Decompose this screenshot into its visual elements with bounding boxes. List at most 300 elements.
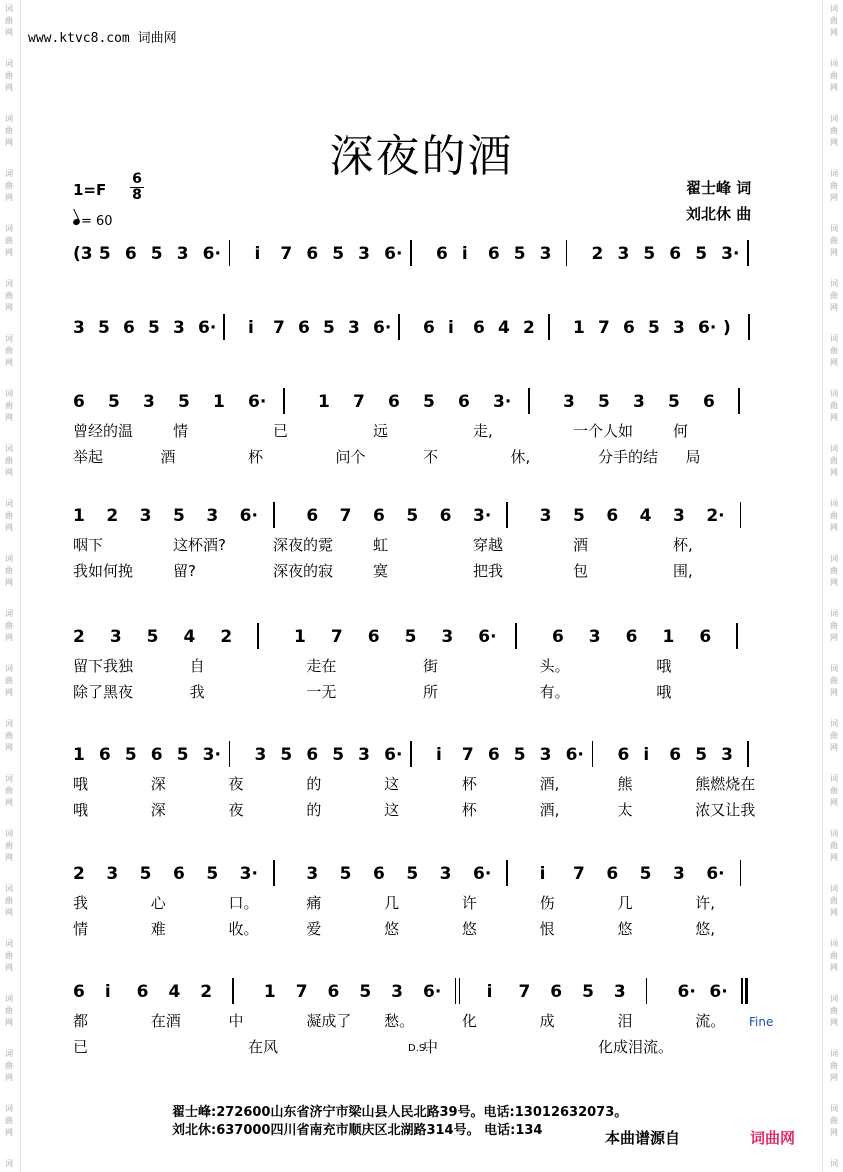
- watermark-char: 网: [5, 1128, 13, 1137]
- note: 1: [662, 627, 675, 647]
- note: 5: [139, 864, 152, 884]
- note: 5: [150, 244, 163, 264]
- lyric: 夜: [228, 775, 244, 793]
- lyric: 自: [189, 657, 205, 675]
- note: i: [539, 864, 546, 884]
- lyric: 深: [150, 775, 166, 793]
- note: 3: [143, 392, 155, 412]
- watermark-char: 网: [5, 798, 13, 807]
- note: 2: [106, 506, 119, 526]
- brand-link[interactable]: 词曲网: [750, 1129, 796, 1147]
- watermark-char: 网: [830, 1128, 838, 1137]
- note: 5: [332, 745, 345, 765]
- watermark-char: 曲: [830, 566, 838, 575]
- note: 5: [406, 864, 419, 884]
- site-header[interactable]: www.ktvc8.com 词曲网: [28, 31, 177, 46]
- watermark-char: 网: [5, 358, 13, 367]
- note: 6·: [384, 745, 403, 765]
- note: 6·: [373, 318, 392, 338]
- watermark-char: 曲: [830, 236, 838, 245]
- note: 2: [220, 627, 233, 647]
- lyric: 熊: [617, 775, 633, 793]
- lyric: 杯: [248, 448, 264, 466]
- watermark-char: 词: [830, 884, 838, 893]
- watermark-char: 词: [830, 114, 838, 123]
- note: 6: [669, 745, 682, 765]
- note: 6·: [384, 244, 403, 264]
- watermark-char: 词: [830, 829, 838, 838]
- bar-line: [257, 623, 259, 649]
- note: 7: [295, 982, 308, 1002]
- note: 3: [721, 745, 733, 765]
- watermark-char: 网: [830, 908, 838, 917]
- note: 3: [139, 506, 152, 526]
- note: 3: [348, 318, 360, 338]
- watermark-char: 网: [830, 963, 838, 972]
- watermark-char: 曲: [830, 786, 838, 795]
- watermark-char: 词: [830, 444, 838, 453]
- watermark-char: 词: [830, 169, 838, 178]
- note: 6: [551, 627, 564, 647]
- lyric: 都: [73, 1012, 89, 1030]
- lyric: 已: [273, 422, 289, 440]
- watermark-char: 词: [830, 4, 838, 13]
- note: 6·: [478, 627, 497, 647]
- note: ): [723, 318, 731, 338]
- watermark-char: 词: [830, 609, 838, 618]
- note: 5: [643, 244, 656, 264]
- lyric: 问个: [335, 448, 366, 466]
- watermark-char: 词: [5, 59, 13, 68]
- watermark-char: 曲: [5, 566, 13, 575]
- watermark-char: 曲: [5, 401, 13, 410]
- note: 7: [353, 392, 365, 412]
- note: 6: [124, 244, 137, 264]
- fine-mark: Fine: [749, 1015, 774, 1029]
- lyric: 虹: [373, 536, 389, 554]
- quarter-note-icon: [72, 218, 81, 226]
- watermark-char: 词: [5, 1104, 13, 1113]
- bar-line: [273, 502, 275, 528]
- note: 1: [213, 392, 225, 412]
- watermark-char: 网: [830, 248, 838, 257]
- lyric: 中: [423, 1038, 439, 1056]
- lyric: 把我: [473, 562, 504, 580]
- lyric: 咽下: [73, 536, 104, 554]
- lyric: 除了黑夜: [73, 683, 134, 701]
- bar-line: [515, 623, 517, 649]
- note: i: [248, 318, 254, 338]
- watermark-char: 词: [5, 554, 13, 563]
- note: 6·: [248, 392, 267, 412]
- lyric: 浓又让我: [695, 801, 756, 819]
- lyric: 局: [685, 448, 701, 466]
- watermark-char: 网: [830, 1073, 838, 1082]
- watermark-char: 曲: [5, 291, 13, 300]
- note: 5: [668, 392, 680, 412]
- note: 6: [136, 982, 149, 1002]
- lyric: 举起: [73, 448, 104, 466]
- note: 6: [327, 982, 340, 1002]
- note: (3: [73, 244, 93, 264]
- lyric: 口。: [228, 894, 259, 912]
- note: 5: [639, 864, 652, 884]
- bar-line: [528, 388, 530, 414]
- watermark-char: 词: [830, 1159, 838, 1168]
- lyric: 深夜的寂: [273, 562, 334, 580]
- lyric: 夜: [228, 801, 244, 819]
- note: 3: [73, 318, 85, 338]
- watermark-char: 曲: [830, 401, 838, 410]
- bar-line: [548, 314, 550, 340]
- note: 5: [146, 627, 159, 647]
- note: 3: [358, 244, 371, 264]
- lyric: 太: [617, 801, 633, 819]
- watermark-char: 曲: [830, 16, 838, 25]
- note: 6: [623, 318, 635, 338]
- lyric: 收。: [228, 920, 259, 938]
- note: 3: [106, 864, 119, 884]
- lyric: 在酒: [150, 1012, 181, 1030]
- note: 5: [148, 318, 160, 338]
- bar-line: [410, 240, 412, 266]
- note: 6: [550, 982, 563, 1002]
- note: 6: [123, 318, 135, 338]
- lyric: 几: [384, 894, 400, 912]
- note: 4: [498, 318, 510, 338]
- watermark-char: 词: [5, 444, 13, 453]
- note: 2: [523, 318, 535, 338]
- watermark-char: 曲: [5, 236, 13, 245]
- lyric: 走,: [473, 422, 493, 440]
- watermark-char: 曲: [830, 731, 838, 740]
- lyric: 愁。: [384, 1012, 415, 1030]
- watermark-char: 词: [830, 389, 838, 398]
- note: 5: [695, 244, 708, 264]
- note: 3: [176, 244, 189, 264]
- lyric: 酒,: [539, 775, 560, 793]
- lyric: 中: [228, 1012, 244, 1030]
- watermark-char: 词: [830, 774, 838, 783]
- watermark-char: 词: [830, 719, 838, 728]
- lyric: 这: [384, 801, 400, 819]
- note: 3·: [202, 745, 221, 765]
- watermark-char: 曲: [830, 291, 838, 300]
- lyric: 情: [173, 422, 189, 440]
- note: 6: [617, 745, 630, 765]
- note: 6: [306, 745, 319, 765]
- lyricist-credit: 翟士峰 词: [686, 179, 752, 197]
- watermark-char: 网: [5, 303, 13, 312]
- time-signature-bottom: 8: [132, 187, 142, 203]
- note: 6: [699, 627, 712, 647]
- lyric: 酒: [573, 536, 589, 554]
- lyric: 哦: [73, 775, 89, 793]
- watermark-char: 词: [5, 4, 13, 13]
- watermark-char: 曲: [5, 951, 13, 960]
- bar-line: [566, 240, 568, 266]
- note: 4: [183, 627, 196, 647]
- watermark-char: 曲: [830, 951, 838, 960]
- lyric: 难: [150, 920, 166, 938]
- watermark-char: 曲: [830, 126, 838, 135]
- lyric: 哦: [656, 683, 672, 701]
- watermark-char: 曲: [830, 456, 838, 465]
- lyric: 曾经的温: [73, 422, 134, 440]
- bar-line: [273, 860, 275, 886]
- note: 7: [330, 627, 343, 647]
- note: 6: [373, 506, 385, 526]
- key-signature: 1=F: [73, 181, 107, 199]
- lyric: 杯: [461, 775, 477, 793]
- watermark-char: 词: [5, 389, 13, 398]
- watermark-char: 网: [5, 908, 13, 917]
- watermark-char: 网: [830, 303, 838, 312]
- bar-line: [592, 741, 594, 767]
- lyric: 深夜的霓: [273, 536, 334, 554]
- lyric: 许,: [695, 894, 715, 912]
- note: 3·: [473, 506, 492, 526]
- watermark-char: 网: [5, 468, 13, 477]
- note: 5: [513, 745, 526, 765]
- watermark-char: 词: [5, 884, 13, 893]
- note: i: [643, 745, 650, 765]
- note: 7: [280, 244, 293, 264]
- bar-line: [459, 978, 461, 1004]
- lyric: 哦: [656, 657, 672, 675]
- note: 7: [339, 506, 352, 526]
- watermark-char: 词: [5, 1159, 13, 1168]
- note: 4: [168, 982, 181, 1002]
- lyric: 一个人如: [573, 422, 634, 440]
- note: 6: [388, 392, 400, 412]
- note: 3: [391, 982, 404, 1002]
- time-signature-top: 6: [132, 171, 142, 187]
- watermark-char: 曲: [5, 676, 13, 685]
- watermark-char: 网: [5, 633, 13, 642]
- lyric: 酒: [160, 448, 176, 466]
- watermark-char: 词: [5, 609, 13, 618]
- note: 5: [323, 318, 335, 338]
- lyric: 不: [423, 448, 439, 466]
- note: 3·: [239, 864, 258, 884]
- lyric: 所: [423, 683, 439, 701]
- note: 1: [263, 982, 276, 1002]
- note: 7: [461, 745, 474, 765]
- lyric: 头。: [539, 657, 570, 675]
- watermark-char: 曲: [5, 346, 13, 355]
- watermark-char: 词: [830, 1104, 838, 1113]
- note: 3: [173, 318, 185, 338]
- note: 6·: [565, 745, 584, 765]
- note: 4: [639, 506, 652, 526]
- watermark-char: 词: [830, 1049, 838, 1058]
- watermark-char: 词: [5, 169, 13, 178]
- note: 2·: [706, 506, 725, 526]
- note: 6: [703, 392, 715, 412]
- lyric: 这杯酒?: [173, 536, 226, 554]
- bar-line: [398, 314, 400, 340]
- lyric: 分手的结: [598, 448, 659, 466]
- lyric: 我如何挽: [73, 562, 134, 580]
- note: 5: [423, 392, 435, 412]
- lyric: 休,: [510, 448, 531, 466]
- note: 5: [513, 244, 526, 264]
- note: 5: [173, 506, 185, 526]
- bar-line: [229, 240, 231, 266]
- watermark-char: 词: [5, 1049, 13, 1058]
- watermark-char: 词: [5, 994, 13, 1003]
- watermark-char: 网: [830, 798, 838, 807]
- note: 6: [306, 506, 319, 526]
- note: 1: [73, 506, 85, 526]
- bar-line: [747, 741, 749, 767]
- watermark-char: 词: [830, 994, 838, 1003]
- note: 3: [539, 244, 552, 264]
- lyric: 在风: [248, 1038, 279, 1056]
- note: 5: [176, 745, 189, 765]
- note: 2: [73, 627, 85, 647]
- lyric: 寞: [373, 562, 389, 580]
- note: 6: [298, 318, 310, 338]
- lyric: 何: [673, 422, 689, 440]
- lyric: 心: [150, 894, 166, 912]
- note: 6: [150, 745, 163, 765]
- note: 6·: [198, 318, 217, 338]
- note: 3: [441, 627, 454, 647]
- bar-line: [741, 978, 743, 1004]
- note: 5: [206, 864, 219, 884]
- note: 5: [695, 745, 708, 765]
- lyric: 泪: [617, 1012, 633, 1030]
- lyric: 几: [617, 894, 633, 912]
- note: 3: [633, 392, 645, 412]
- watermark-char: 网: [5, 193, 13, 202]
- note: 6·: [473, 864, 492, 884]
- lyric: 流。: [695, 1012, 726, 1030]
- watermark-char: 网: [5, 413, 13, 422]
- watermark-char: 曲: [5, 71, 13, 80]
- note: 6·: [202, 244, 221, 264]
- watermark-char: 网: [830, 743, 838, 752]
- watermark-char: 曲: [5, 731, 13, 740]
- note: 3·: [493, 392, 512, 412]
- watermark-char: 网: [830, 138, 838, 147]
- note: 6: [625, 627, 638, 647]
- note: 5: [332, 244, 345, 264]
- watermark-char: 词: [5, 664, 13, 673]
- note: 6: [669, 244, 682, 264]
- watermark-char: 网: [5, 578, 13, 587]
- bar-line: [506, 502, 508, 528]
- footer-line-1: 翟士峰:272600山东省济宁市梁山县人民北路39号。电话:13012632073。: [172, 1105, 628, 1120]
- note: 6: [439, 506, 452, 526]
- note: 2: [591, 244, 604, 264]
- lyric: 街: [423, 657, 439, 675]
- bar-line: [740, 860, 742, 886]
- watermark-char: 网: [830, 193, 838, 202]
- watermark-char: 曲: [830, 621, 838, 630]
- note: 5: [582, 982, 594, 1002]
- watermark-char: 网: [830, 468, 838, 477]
- bar-line: [455, 978, 457, 1004]
- lyric: 悠: [461, 920, 477, 938]
- watermark-char: 曲: [5, 126, 13, 135]
- note: 3: [613, 982, 626, 1002]
- lyric: 留?: [173, 562, 196, 580]
- watermark-char: 网: [5, 688, 13, 697]
- note: 3: [673, 318, 685, 338]
- watermark-char: 曲: [830, 181, 838, 190]
- watermark-char: 曲: [5, 841, 13, 850]
- note: 5: [108, 392, 120, 412]
- note: 6: [473, 318, 485, 338]
- note: 6·: [423, 982, 442, 1002]
- lyric: 的: [306, 775, 322, 793]
- bar-line: [747, 240, 749, 266]
- note: 3: [563, 392, 575, 412]
- watermark-char: 词: [830, 59, 838, 68]
- lyric: 穿越: [473, 536, 504, 554]
- bar-line: [740, 502, 742, 528]
- bar-line: [229, 741, 231, 767]
- lyric: 包: [573, 562, 589, 580]
- watermark-char: 网: [5, 138, 13, 147]
- bar-line: [506, 860, 508, 886]
- watermark-char: 网: [830, 633, 838, 642]
- lyric: 哦: [73, 801, 89, 819]
- watermark-char: 曲: [5, 1116, 13, 1125]
- note: 7: [518, 982, 531, 1002]
- note: 3: [673, 864, 685, 884]
- note: 6·: [239, 506, 258, 526]
- watermark-char: 词: [830, 499, 838, 508]
- note: 3: [673, 506, 685, 526]
- watermark-char: 网: [830, 413, 838, 422]
- lyric: 的: [306, 801, 322, 819]
- watermark-char: 曲: [830, 346, 838, 355]
- watermark-char: 词: [830, 224, 838, 233]
- note: 6: [73, 392, 85, 412]
- note: i: [104, 982, 111, 1002]
- note: 3: [206, 506, 219, 526]
- watermark-char: 网: [830, 83, 838, 92]
- tempo-value: = 60: [81, 214, 113, 229]
- note: 5: [178, 392, 190, 412]
- lyric: 恨: [539, 920, 555, 938]
- watermark-char: 曲: [830, 1116, 838, 1125]
- bar-line: [646, 978, 648, 1004]
- composer-credit: 刘北休 曲: [686, 205, 752, 223]
- watermark-char: 曲: [830, 511, 838, 520]
- bar-line: [736, 623, 738, 649]
- source-label: 本曲谱源自: [605, 1129, 681, 1147]
- note: 5: [339, 864, 352, 884]
- note: 3: [254, 745, 267, 765]
- watermark-char: 网: [830, 358, 838, 367]
- bar-line: [223, 314, 225, 340]
- bar-line: [745, 978, 748, 1004]
- watermark-char: 曲: [5, 181, 13, 190]
- note: i: [461, 244, 468, 264]
- watermark-char: 词: [5, 114, 13, 123]
- lyric: 爱: [306, 920, 322, 938]
- watermark-char: 曲: [5, 456, 13, 465]
- note: 5: [598, 392, 610, 412]
- lyric: 酒,: [539, 801, 560, 819]
- watermark-char: 网: [830, 523, 838, 532]
- watermark-char: 网: [830, 1018, 838, 1027]
